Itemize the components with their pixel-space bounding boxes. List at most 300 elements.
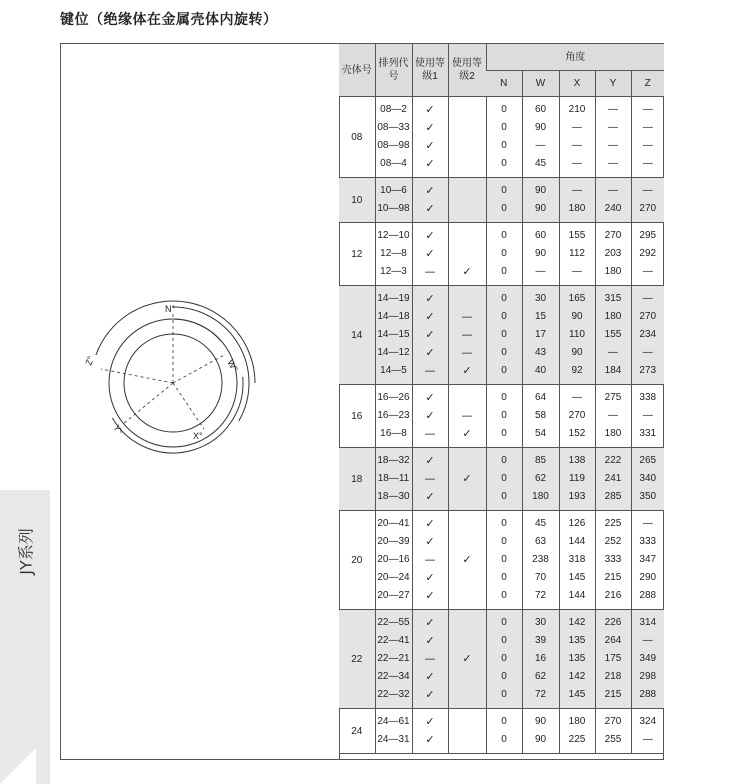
- w-axis-line: [173, 354, 226, 383]
- angle-n: 0: [501, 248, 507, 259]
- angle-z-column-cell: [631, 223, 664, 286]
- angle-w: 90: [534, 248, 547, 259]
- angle-w-column-cell: [522, 178, 559, 223]
- grade1-mark-column-cell: [412, 511, 448, 610]
- grade2-mark: [449, 668, 486, 686]
- grade1-mark: ✓: [425, 688, 435, 701]
- w-angle-arc: [173, 319, 221, 341]
- angle-z: 295: [639, 230, 657, 241]
- angle-n: 0: [501, 536, 507, 547]
- angle-x: —: [572, 392, 582, 403]
- angle-z: 347: [639, 554, 657, 565]
- angle-z: 234: [639, 329, 657, 340]
- arrangement-code-column-cell: [375, 286, 412, 385]
- angle-n: 0: [501, 518, 507, 529]
- angle-n: 0: [501, 734, 507, 745]
- header-angle-n: N: [486, 71, 522, 97]
- grade1-mark: ✓: [425, 346, 435, 359]
- angle-w: 40: [534, 365, 547, 376]
- angle-z: 338: [639, 392, 657, 403]
- angle-y: —: [608, 347, 618, 358]
- angle-w: 64: [534, 392, 547, 403]
- grade2-mark: —: [461, 346, 473, 359]
- arrangement-code: 08—98: [377, 140, 410, 151]
- header-grade1: 使用等级1: [412, 44, 448, 97]
- angle-x: 210: [568, 104, 586, 115]
- grade2-mark: [449, 614, 486, 632]
- angle-z: —: [642, 410, 653, 421]
- angle-w: 58: [534, 410, 547, 421]
- angle-y: 333: [604, 554, 622, 565]
- header-angle-y: Y: [595, 71, 631, 97]
- angle-w: 90: [534, 185, 547, 196]
- angle-n: 0: [501, 230, 507, 241]
- grade1-mark: ✓: [425, 292, 435, 305]
- angle-z: —: [642, 734, 653, 745]
- arrangement-code: 12—10: [377, 230, 410, 241]
- angle-w: —: [535, 266, 546, 277]
- angle-z: 324: [639, 716, 657, 727]
- grade2-mark: ✓: [462, 472, 472, 485]
- shell-size-cell: 12: [339, 223, 375, 286]
- grade1-mark: ✓: [425, 157, 435, 170]
- header-grade2: 使用等级2: [448, 44, 486, 97]
- angle-x: —: [572, 266, 582, 277]
- angle-z-column-cell: [631, 385, 664, 448]
- shell-size-cell: 14: [339, 286, 375, 385]
- angle-z: 333: [639, 536, 657, 547]
- grade1-mark: —: [424, 472, 436, 485]
- grade2-mark: [449, 533, 486, 551]
- angle-w: 17: [534, 329, 547, 340]
- grade2-mark: ✓: [462, 553, 472, 566]
- grade2-mark: [449, 515, 486, 533]
- header-shell: 壳体号: [339, 44, 375, 97]
- angle-w: 60: [534, 104, 547, 115]
- shell-size-cell: 22: [339, 610, 375, 709]
- angle-w: —: [535, 140, 546, 151]
- grade2-mark: [449, 632, 486, 650]
- arrangement-code: 20—41: [377, 518, 410, 529]
- grade2-mark-column-cell: [448, 709, 486, 754]
- angle-n-column-cell: [486, 448, 522, 511]
- angle-y: 285: [604, 491, 622, 502]
- angle-n: 0: [501, 410, 507, 421]
- angle-y: —: [608, 410, 618, 421]
- angle-z: 298: [639, 671, 657, 682]
- shell-size-cell: 16: [339, 385, 375, 448]
- angle-w: 90: [534, 734, 547, 745]
- angle-x: —: [572, 122, 582, 133]
- angle-w-column-cell: [522, 709, 559, 754]
- grade1-mark: ✓: [425, 715, 435, 728]
- angle-x-column-cell: [559, 448, 595, 511]
- angle-w: 90: [534, 203, 547, 214]
- angle-z: 270: [639, 203, 657, 214]
- grade1-mark: ✓: [425, 103, 435, 116]
- grade2-mark: ✓: [462, 265, 472, 278]
- angle-x: 126: [568, 518, 586, 529]
- angle-z: 350: [639, 491, 657, 502]
- grade2-mark: [449, 731, 486, 749]
- angle-y-column-cell: [595, 97, 631, 178]
- angle-n-column-cell: [486, 178, 522, 223]
- key-position-table: [339, 44, 664, 754]
- angle-y-column-cell: [595, 511, 631, 610]
- table-row-group: [339, 286, 664, 385]
- angle-y-column-cell: [595, 223, 631, 286]
- angle-x: —: [572, 185, 582, 196]
- grade2-mark: —: [461, 328, 473, 341]
- grade1-mark: ✓: [425, 328, 435, 341]
- angle-w: 180: [532, 491, 549, 502]
- angle-x: 135: [568, 635, 586, 646]
- angle-w: 72: [534, 689, 547, 700]
- angle-z-column-cell: [631, 511, 664, 610]
- content-frame: [60, 43, 664, 760]
- angle-w: 39: [534, 635, 547, 646]
- arrangement-code: 20—24: [377, 572, 410, 583]
- angle-z: —: [642, 104, 653, 115]
- grade1-mark-column-cell: [412, 286, 448, 385]
- grade2-mark: ✓: [462, 364, 472, 377]
- angle-w-column-cell: [522, 223, 559, 286]
- angle-y: —: [608, 104, 618, 115]
- table-row-group: [339, 178, 664, 223]
- angle-w: 45: [534, 158, 547, 169]
- grade1-mark: ✓: [425, 184, 435, 197]
- angle-n-column-cell: [486, 709, 522, 754]
- table-row-group: [339, 385, 664, 448]
- angle-n: 0: [501, 617, 507, 628]
- arrangement-code: 08—33: [377, 122, 410, 133]
- angle-x: 142: [568, 671, 586, 682]
- grade1-mark-column-cell: [412, 178, 448, 223]
- angle-y: 215: [604, 689, 622, 700]
- arrangement-code: 18—32: [377, 455, 410, 466]
- series-side-tab: [0, 490, 50, 784]
- arrangement-code: 16—23: [377, 410, 410, 421]
- angle-n: 0: [501, 293, 507, 304]
- diagram-w-label: W°: [225, 358, 240, 374]
- angle-z: —: [642, 140, 653, 151]
- grade2-mark-column-cell: [448, 178, 486, 223]
- arrangement-code: 12—3: [380, 266, 407, 277]
- angle-z: —: [642, 293, 653, 304]
- arrangement-code: 08—4: [380, 158, 407, 169]
- arrangement-code: 18—11: [377, 473, 410, 484]
- angle-n: 0: [501, 140, 507, 151]
- angle-x: 152: [568, 428, 586, 439]
- angle-x: 135: [568, 653, 586, 664]
- grade1-mark: ✓: [425, 202, 435, 215]
- angle-y-column-cell: [595, 709, 631, 754]
- angle-z: 331: [639, 428, 657, 439]
- angle-z: 292: [639, 248, 657, 259]
- angle-n: 0: [501, 347, 507, 358]
- tab-corner-cut: [0, 748, 36, 784]
- arrangement-code-column-cell: [375, 610, 412, 709]
- angle-z-column-cell: [631, 97, 664, 178]
- angle-n: 0: [501, 635, 507, 646]
- angle-x: 110: [569, 329, 585, 340]
- angle-w: 62: [534, 671, 547, 682]
- grade2-mark: [449, 587, 486, 605]
- angle-n: 0: [501, 122, 507, 133]
- grade1-mark: —: [424, 427, 436, 440]
- angle-y-column-cell: [595, 286, 631, 385]
- angle-w-column-cell: [522, 511, 559, 610]
- diagram-n-label: N°: [165, 304, 176, 314]
- arrangement-code-column-cell: [375, 223, 412, 286]
- angle-w: 16: [534, 653, 547, 664]
- arrangement-code-column-cell: [375, 178, 412, 223]
- grade1-mark: ✓: [425, 589, 435, 602]
- arrangement-code: 20—39: [377, 536, 410, 547]
- grade2-mark: [449, 713, 486, 731]
- angle-x-column-cell: [559, 97, 595, 178]
- table-row-group: [339, 97, 664, 178]
- angle-n: 0: [501, 455, 507, 466]
- grade2-mark: [449, 155, 486, 173]
- grade2-mark-column-cell: [448, 385, 486, 448]
- key-position-diagram: [61, 44, 340, 759]
- grade2-mark: [449, 569, 486, 587]
- angle-y-column-cell: [595, 448, 631, 511]
- arrangement-code: 08—2: [380, 104, 407, 115]
- angle-x: 180: [568, 716, 586, 727]
- angle-w-column-cell: [522, 286, 559, 385]
- angle-y-column-cell: [595, 385, 631, 448]
- grade1-mark-column-cell: [412, 385, 448, 448]
- arrangement-code: 24—61: [377, 716, 410, 727]
- grade2-mark: [449, 452, 486, 470]
- grade2-mark-column-cell: [448, 448, 486, 511]
- angle-z-column-cell: [631, 286, 664, 385]
- y-axis-line: [123, 383, 173, 424]
- angle-w: 90: [534, 122, 547, 133]
- grade2-mark: —: [461, 310, 473, 323]
- angle-x: 155: [568, 230, 586, 241]
- arrangement-code: 22—21: [377, 653, 410, 664]
- header-arrangement: 排列代号: [375, 44, 412, 97]
- angle-y: 180: [604, 428, 622, 439]
- angle-y: 241: [604, 473, 622, 484]
- grade1-mark-column-cell: [412, 223, 448, 286]
- grade2-mark: [449, 200, 486, 218]
- grade1-mark: ✓: [425, 247, 435, 260]
- grade2-mark: [449, 227, 486, 245]
- angle-y: 216: [604, 590, 622, 601]
- arrangement-code: 16—8: [380, 428, 407, 439]
- grade1-mark: ✓: [425, 670, 435, 683]
- angle-y: 184: [604, 365, 622, 376]
- angle-y: 255: [604, 734, 622, 745]
- angle-z: 273: [639, 365, 657, 376]
- angle-n: 0: [501, 185, 507, 196]
- angle-w: 45: [534, 518, 547, 529]
- angle-x-column-cell: [559, 286, 595, 385]
- arrangement-code: 14—12: [377, 347, 410, 358]
- angle-x: 225: [568, 734, 586, 745]
- table-row-group: [339, 511, 664, 610]
- grade2-mark: —: [461, 409, 473, 422]
- grade1-mark: ✓: [425, 391, 435, 404]
- angle-x-column-cell: [559, 511, 595, 610]
- angle-z-column-cell: [631, 610, 664, 709]
- angle-w: 63: [534, 536, 547, 547]
- grade1-mark: ✓: [425, 121, 435, 134]
- grade2-mark-column-cell: [448, 511, 486, 610]
- angle-x: 144: [568, 536, 586, 547]
- angle-n: 0: [501, 689, 507, 700]
- shell-size-cell: 10: [339, 178, 375, 223]
- grade2-mark: [449, 290, 486, 308]
- grade1-mark: —: [424, 265, 436, 278]
- angle-x-column-cell: [559, 610, 595, 709]
- angle-x: 145: [568, 689, 586, 700]
- angle-w-column-cell: [522, 448, 559, 511]
- grade1-mark: ✓: [425, 616, 435, 629]
- table-row-group: [339, 610, 664, 709]
- table-row-group: [339, 709, 664, 754]
- angle-y: 225: [604, 518, 622, 529]
- angle-w: 85: [534, 455, 547, 466]
- angle-w: 238: [532, 554, 549, 565]
- angle-z: —: [642, 122, 653, 133]
- angle-z: 349: [639, 653, 657, 664]
- arrangement-code-column-cell: [375, 97, 412, 178]
- angle-x: 90: [571, 311, 583, 322]
- angle-n: 0: [501, 203, 507, 214]
- angle-y: 264: [604, 635, 622, 646]
- angle-w: 70: [534, 572, 547, 583]
- shell-size-cell: 08: [339, 97, 375, 178]
- arrangement-code-column-cell: [375, 385, 412, 448]
- grade2-mark-column-cell: [448, 223, 486, 286]
- angle-n-column-cell: [486, 511, 522, 610]
- angle-x: 318: [568, 554, 586, 565]
- angle-w: 54: [534, 428, 547, 439]
- angle-y-column-cell: [595, 178, 631, 223]
- angle-n-column-cell: [486, 286, 522, 385]
- grade1-mark: ✓: [425, 139, 435, 152]
- header-angle-z: Z: [631, 71, 664, 97]
- arrangement-code: 22—55: [377, 617, 410, 628]
- angle-y: —: [608, 158, 618, 169]
- angle-n: 0: [501, 590, 507, 601]
- angle-y: —: [608, 185, 618, 196]
- grade2-mark: [449, 182, 486, 200]
- angle-z: —: [642, 266, 653, 277]
- arrangement-code: 16—26: [377, 392, 410, 403]
- diagram-y-label: Y°: [111, 423, 125, 437]
- angle-x: 90: [571, 347, 583, 358]
- angle-n: 0: [501, 266, 507, 277]
- angle-x-column-cell: [559, 709, 595, 754]
- angle-w: 62: [534, 473, 547, 484]
- table-row-group: [339, 448, 664, 511]
- angle-y: 270: [604, 230, 622, 241]
- angle-z: 314: [639, 617, 657, 628]
- diagram-x-label: X°: [193, 431, 203, 441]
- arrangement-code: 14—15: [377, 329, 410, 340]
- angle-x: 144: [568, 590, 586, 601]
- angle-x: 138: [568, 455, 586, 466]
- arrangement-code-column-cell: [375, 511, 412, 610]
- grade1-mark-column-cell: [412, 448, 448, 511]
- page-title: 键位（绝缘体在金属壳体内旋转）: [60, 12, 278, 28]
- grade1-mark: ✓: [425, 490, 435, 503]
- arrangement-code-column-cell: [375, 448, 412, 511]
- angle-x: 142: [568, 617, 586, 628]
- x-axis-line: [173, 383, 204, 429]
- angle-y: 155: [604, 329, 622, 340]
- grade1-mark-column-cell: [412, 709, 448, 754]
- series-label: JY系列: [16, 528, 36, 575]
- angle-n-column-cell: [486, 97, 522, 178]
- arrangement-code: 18—30: [377, 491, 410, 502]
- grade1-mark: —: [424, 553, 436, 566]
- angle-x-column-cell: [559, 385, 595, 448]
- arrangement-code: 10—98: [377, 203, 410, 214]
- angle-x: —: [572, 140, 582, 151]
- angle-x: 165: [568, 293, 586, 304]
- arrangement-code: 24—31: [377, 734, 410, 745]
- angle-z: —: [642, 635, 653, 646]
- angle-n: 0: [501, 311, 507, 322]
- angle-y: 203: [604, 248, 622, 259]
- grade2-mark: [449, 119, 486, 137]
- angle-z: —: [642, 158, 653, 169]
- angle-n: 0: [501, 572, 507, 583]
- angle-y: 226: [604, 617, 622, 628]
- grade2-mark: [449, 686, 486, 704]
- grade2-mark: [449, 389, 486, 407]
- angle-w: 72: [534, 590, 547, 601]
- angle-n: 0: [501, 491, 507, 502]
- grade1-mark: ✓: [425, 634, 435, 647]
- angle-y: 180: [604, 266, 622, 277]
- grade1-mark: ✓: [425, 409, 435, 422]
- angle-z: 288: [639, 590, 657, 601]
- angle-y: 252: [604, 536, 622, 547]
- grade1-mark: ✓: [425, 733, 435, 746]
- shell-size-cell: 20: [339, 511, 375, 610]
- shell-size-cell: 18: [339, 448, 375, 511]
- angle-n: 0: [501, 473, 507, 484]
- angle-n: 0: [501, 158, 507, 169]
- table-row-group: [339, 223, 664, 286]
- arrangement-code: 14—5: [380, 365, 407, 376]
- angle-n-column-cell: [486, 223, 522, 286]
- header-angle-x: X: [559, 71, 595, 97]
- arrangement-code: 20—27: [377, 590, 410, 601]
- grade1-mark-column-cell: [412, 610, 448, 709]
- grade2-mark-column-cell: [448, 97, 486, 178]
- angle-x: 112: [569, 248, 585, 259]
- arrangement-code-column-cell: [375, 709, 412, 754]
- key-angle-diagram-svg: [61, 44, 339, 759]
- angle-y: 175: [604, 653, 622, 664]
- shell-size-cell: 24: [339, 709, 375, 754]
- angle-n: 0: [501, 365, 507, 376]
- z-axis-line: [101, 369, 173, 383]
- angle-n: 0: [501, 104, 507, 115]
- angle-z: 290: [639, 572, 657, 583]
- angle-y: 240: [604, 203, 622, 214]
- angle-z: —: [642, 518, 653, 529]
